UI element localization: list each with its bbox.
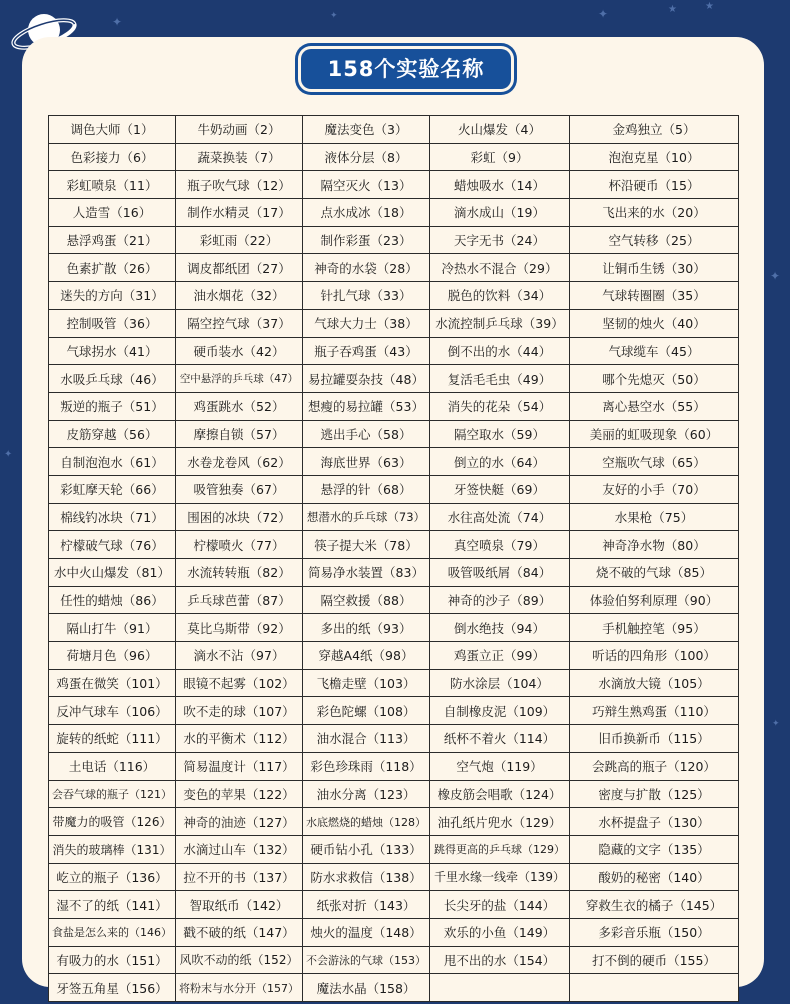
experiment-cell: 欢乐的小鱼（149） [430, 918, 570, 946]
experiment-cell: 美丽的虹吸现象（60） [570, 420, 739, 448]
experiment-cell: 手机触控笔（95） [570, 614, 739, 642]
page-title-badge [301, 49, 511, 89]
table-row [49, 891, 739, 919]
experiment-cell: 杯沿硬币（15） [570, 171, 739, 199]
experiment-cell: 气球缆车（45） [570, 337, 739, 365]
experiment-cell: 彩虹喷泉（11） [49, 171, 176, 199]
experiment-cell: 迷失的方向（31） [49, 282, 176, 310]
experiment-cell: 吸管吸纸屑（84） [430, 559, 570, 587]
star-icon: ★ [705, 1, 714, 12]
experiment-cell: 吸管独奏（67） [176, 475, 303, 503]
experiment-cell: 密度与扩散（125） [570, 780, 739, 808]
experiment-cell: 穿越A4纸（98） [303, 642, 430, 670]
experiment-cell: 神奇的油迹（127） [176, 808, 303, 836]
table-row [49, 309, 739, 337]
experiment-cell: 离心悬空水（55） [570, 392, 739, 420]
experiment-cell: 荷塘月色（96） [49, 642, 176, 670]
star-icon: ★ [668, 4, 677, 15]
experiment-cell: 多出的纸（93） [303, 614, 430, 642]
experiment-cell: 会吞气球的瓶子（121） [49, 780, 176, 808]
experiment-cell: 瓶子吹气球（12） [176, 171, 303, 199]
experiment-cell: 水中火山爆发（81） [49, 559, 176, 587]
table-row [49, 559, 739, 587]
experiment-cell: 简易净水装置（83） [303, 559, 430, 587]
experiment-cell: 纸张对折（143） [303, 891, 430, 919]
experiment-cell: 悬浮鸡蛋（21） [49, 226, 176, 254]
experiment-cell: 风吹不动的纸（152） [176, 946, 303, 974]
table-row [49, 752, 739, 780]
experiment-cell: 水卷龙卷风（62） [176, 448, 303, 476]
experiment-cell: 点水成冰（18） [303, 199, 430, 227]
table-row [49, 974, 739, 1002]
experiment-cell: 隔空救援（88） [303, 586, 430, 614]
experiment-cell: 倒立的水（64） [430, 448, 570, 476]
experiment-cell: 滴水成山（19） [430, 199, 570, 227]
experiment-cell: 旧币换新币（115） [570, 725, 739, 753]
experiment-cell: 水滴放大镜（105） [570, 669, 739, 697]
experiment-cell: 橡皮筋会唱歌（124） [430, 780, 570, 808]
experiment-cell: 神奇的沙子（89） [430, 586, 570, 614]
experiment-cell: 逃出手心（58） [303, 420, 430, 448]
experiment-cell: 反冲气球车（106） [49, 697, 176, 725]
experiment-cell: 空气炮（119） [430, 752, 570, 780]
experiment-cell: 蜡烛吸水（14） [430, 171, 570, 199]
experiment-cell: 酸奶的秘密（140） [570, 863, 739, 891]
experiment-cell: 湿不了的纸（141） [49, 891, 176, 919]
experiment-cell: 不会游泳的气球（153） [303, 946, 430, 974]
experiment-cell: 制作水精灵（17） [176, 199, 303, 227]
experiment-cell: 旋转的纸蛇（111） [49, 725, 176, 753]
experiment-cell: 巧辩生熟鸡蛋（110） [570, 697, 739, 725]
experiment-cell: 戳不破的纸（147） [176, 918, 303, 946]
table-row [49, 725, 739, 753]
experiment-cell: 变色的苹果（122） [176, 780, 303, 808]
experiment-cell: 火山爆发（4） [430, 116, 570, 144]
table-row [49, 835, 739, 863]
experiment-cell: 自制泡泡水（61） [49, 448, 176, 476]
experiment-cell: 想瘦的易拉罐（53） [303, 392, 430, 420]
table-row [49, 531, 739, 559]
experiment-cell: 空气转移（25） [570, 226, 739, 254]
table-row [49, 946, 739, 974]
star-icon: ✦ [770, 269, 781, 283]
star-icon: ✦ [772, 719, 780, 729]
experiment-cell: 飞檐走壁（103） [303, 669, 430, 697]
experiment-cell: 脱色的饮料（34） [430, 282, 570, 310]
experiment-cell: 牛奶动画（2） [176, 116, 303, 144]
experiment-cell: 彩虹（9） [430, 143, 570, 171]
experiment-cell: 消失的玻璃棒（131） [49, 835, 176, 863]
experiment-cell: 制作彩蛋（23） [303, 226, 430, 254]
experiment-cell: 气球拐水（41） [49, 337, 176, 365]
experiment-cell: 气球大力士（38） [303, 309, 430, 337]
experiment-cell: 色素扩散（26） [49, 254, 176, 282]
experiment-cell: 坚韧的烛火（40） [570, 309, 739, 337]
experiment-cell: 打不倒的硬币（155） [570, 946, 739, 974]
experiment-cell: 千里水缘一线牵（139） [430, 863, 570, 891]
experiment-cell: 带魔力的吸管（126） [49, 808, 176, 836]
experiment-cell: 烛火的温度（148） [303, 918, 430, 946]
experiment-cell: 哪个先熄灭（50） [570, 365, 739, 393]
experiment-cell: 会跳高的瓶子（120） [570, 752, 739, 780]
experiment-cell: 神奇净水物（80） [570, 531, 739, 559]
experiment-table [48, 115, 739, 1002]
experiment-cell: 水流转转瓶（82） [176, 559, 303, 587]
experiment-cell: 隔空控气球（37） [176, 309, 303, 337]
experiment-cell: 眼镜不起雾（102） [176, 669, 303, 697]
star-icon: ✦ [598, 7, 609, 21]
experiment-cell: 土电话（116） [49, 752, 176, 780]
experiment-cell: 空中悬浮的乒乓球（47） [176, 365, 303, 393]
experiment-cell: 真空喷泉（79） [430, 531, 570, 559]
experiment-cell: 魔法水晶（158） [303, 974, 430, 1002]
experiment-cell: 油水分离（123） [303, 780, 430, 808]
experiment-cell: 气球转圈圈（35） [570, 282, 739, 310]
experiment-cell: 泡泡克星（10） [570, 143, 739, 171]
experiment-cell: 空瓶吹气球（65） [570, 448, 739, 476]
experiment-cell: 天字无书（24） [430, 226, 570, 254]
experiment-cell: 彩虹雨（22） [176, 226, 303, 254]
table-row [49, 392, 739, 420]
experiment-cell: 莫比乌斯带（92） [176, 614, 303, 642]
table-row [49, 863, 739, 891]
experiment-cell: 悬浮的针（68） [303, 475, 430, 503]
experiment-cell: 彩色珍珠雨（118） [303, 752, 430, 780]
experiment-cell: 硬币钻小孔（133） [303, 835, 430, 863]
experiment-cell: 吹不走的球（107） [176, 697, 303, 725]
experiment-cell: 隔空灭火（13） [303, 171, 430, 199]
experiment-cell: 神奇的水袋（28） [303, 254, 430, 282]
table-row [49, 420, 739, 448]
experiment-cell: 彩虹摩天轮（66） [49, 475, 176, 503]
experiment-cell: 乒乓球芭蕾（87） [176, 586, 303, 614]
experiment-cell: 水吸乒乓球（46） [49, 365, 176, 393]
experiment-cell: 有吸力的水（151） [49, 946, 176, 974]
table-row [49, 116, 739, 144]
experiment-cell: 隐藏的文字（135） [570, 835, 739, 863]
experiment-cell: 调色大师（1） [49, 116, 176, 144]
experiment-cell: 体验伯努利原理（90） [570, 586, 739, 614]
table-row [49, 337, 739, 365]
table-row [49, 697, 739, 725]
experiment-cell: 滴水不沾（97） [176, 642, 303, 670]
star-icon: ✦ [4, 449, 13, 460]
table-row [49, 780, 739, 808]
table-row [49, 503, 739, 531]
table-row [49, 171, 739, 199]
experiment-cell: 柠檬喷火（77） [176, 531, 303, 559]
experiment-cell: 皮筋穿越（56） [49, 420, 176, 448]
experiment-cell: 隔山打牛（91） [49, 614, 176, 642]
experiment-cell: 想潜水的乒乓球（73） [303, 503, 430, 531]
experiment-cell: 拉不开的书（137） [176, 863, 303, 891]
experiment-cell: 水杯提盘子（130） [570, 808, 739, 836]
experiment-cell: 控制吸管（36） [49, 309, 176, 337]
experiment-cell: 水流控制乒乓球（39） [430, 309, 570, 337]
star-icon: ✦ [330, 11, 338, 21]
experiment-cell: 棉线钓冰块（71） [49, 503, 176, 531]
experiment-cell: 筷子提大米（78） [303, 531, 430, 559]
experiment-cell: 简易温度计（117） [176, 752, 303, 780]
experiment-cell: 牙签快艇（69） [430, 475, 570, 503]
experiment-cell: 飞出来的水（20） [570, 199, 739, 227]
experiment-cell: 海底世界（63） [303, 448, 430, 476]
experiment-cell: 纸杯不着火（114） [430, 725, 570, 753]
experiment-cell: 人造雪（16） [49, 199, 176, 227]
experiment-cell: 水果枪（75） [570, 503, 739, 531]
experiment-cell: 针扎气球（33） [303, 282, 430, 310]
experiment-cell: 易拉罐耍杂技（48） [303, 365, 430, 393]
experiment-cell: 任性的蜡烛（86） [49, 586, 176, 614]
experiment-cell: 鸡蛋跳水（52） [176, 392, 303, 420]
experiment-cell: 多彩音乐瓶（150） [570, 918, 739, 946]
experiment-cell: 金鸡独立（5） [570, 116, 739, 144]
experiment-cell: 摩擦自锁（57） [176, 420, 303, 448]
experiment-cell: 围困的冰块（72） [176, 503, 303, 531]
table-row [49, 642, 739, 670]
experiment-cell: 油水烟花（32） [176, 282, 303, 310]
experiment-cell: 油水混合（113） [303, 725, 430, 753]
experiment-cell: 消失的花朵（54） [430, 392, 570, 420]
experiment-cell: 复活毛毛虫（49） [430, 365, 570, 393]
page-title: 158个实验名称 [327, 57, 485, 81]
experiment-cell: 水往高处流（74） [430, 503, 570, 531]
experiment-cell: 柠檬破气球（76） [49, 531, 176, 559]
table-row [49, 365, 739, 393]
table-row [49, 586, 739, 614]
experiment-cell: 防水涂层（104） [430, 669, 570, 697]
experiment-cell: 防水求救信（138） [303, 863, 430, 891]
experiment-cell [570, 974, 739, 1002]
table-row [49, 808, 739, 836]
experiment-cell: 让铜币生锈（30） [570, 254, 739, 282]
experiment-cell: 色彩接力（6） [49, 143, 176, 171]
experiment-cell: 水底燃烧的蜡烛（128） [303, 808, 430, 836]
experiment-cell: 鸡蛋立正（99） [430, 642, 570, 670]
table-row [49, 614, 739, 642]
experiment-cell: 倒水绝技（94） [430, 614, 570, 642]
experiment-cell: 屹立的瓶子（136） [49, 863, 176, 891]
table-row [49, 475, 739, 503]
table-row [49, 448, 739, 476]
experiment-cell: 蔬菜换装（7） [176, 143, 303, 171]
experiment-cell: 跳得更高的乒乓球（129） [430, 835, 570, 863]
experiment-cell: 冷热水不混合（29） [430, 254, 570, 282]
table-row [49, 669, 739, 697]
experiment-cell: 听话的四角形（100） [570, 642, 739, 670]
experiment-cell: 叛逆的瓶子（51） [49, 392, 176, 420]
table-row [49, 918, 739, 946]
experiment-cell: 瓶子吞鸡蛋（43） [303, 337, 430, 365]
experiment-cell: 友好的小手（70） [570, 475, 739, 503]
experiment-cell: 长尖牙的盐（144） [430, 891, 570, 919]
experiment-cell: 穿救生衣的橘子（145） [570, 891, 739, 919]
experiment-cell: 甩不出的水（154） [430, 946, 570, 974]
experiment-cell: 自制橡皮泥（109） [430, 697, 570, 725]
experiment-cell: 隔空取水（59） [430, 420, 570, 448]
experiment-cell: 鸡蛋在微笑（101） [49, 669, 176, 697]
experiment-cell: 倒不出的水（44） [430, 337, 570, 365]
experiment-cell: 牙签五角星（156） [49, 974, 176, 1002]
table-row [49, 254, 739, 282]
experiment-cell: 油孔纸片兜水（129） [430, 808, 570, 836]
experiment-cell: 食盐是怎么来的（146） [49, 918, 176, 946]
experiment-cell: 魔法变色（3） [303, 116, 430, 144]
experiment-cell: 调皮都纸团（27） [176, 254, 303, 282]
table-row [49, 199, 739, 227]
experiment-cell: 彩色陀螺（108） [303, 697, 430, 725]
experiment-cell: 智取纸币（142） [176, 891, 303, 919]
experiment-cell: 烧不破的气球（85） [570, 559, 739, 587]
table-row [49, 226, 739, 254]
experiment-cell: 水的平衡术（112） [176, 725, 303, 753]
experiment-cell [430, 974, 570, 1002]
experiment-cell: 将粉末与水分开（157） [176, 974, 303, 1002]
experiment-cell: 液体分层（8） [303, 143, 430, 171]
experiment-cell: 水滴过山车（132） [176, 835, 303, 863]
table-row [49, 282, 739, 310]
star-icon: ✦ [112, 15, 123, 29]
table-row [49, 143, 739, 171]
experiment-cell: 硬币装水（42） [176, 337, 303, 365]
